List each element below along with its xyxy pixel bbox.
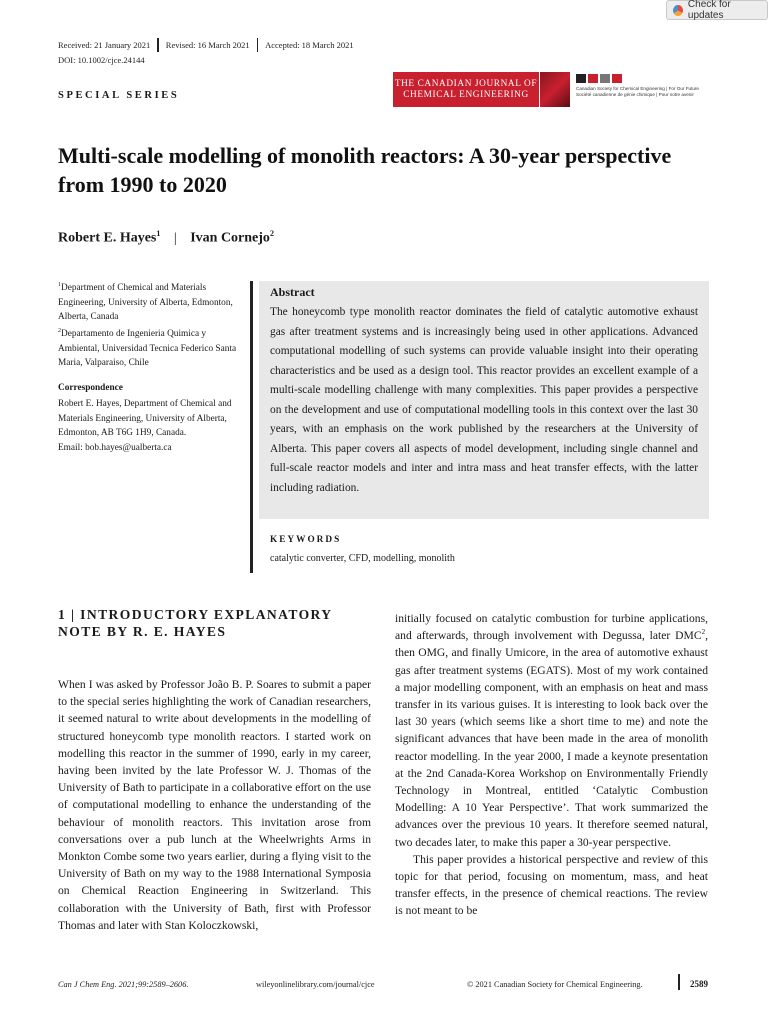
doi-link[interactable]: DOI: 10.1002/cjce.24144 — [58, 55, 145, 65]
abstract-heading: Abstract — [270, 285, 315, 299]
csce-logo-block — [588, 74, 598, 83]
author-separator: | — [173, 230, 177, 246]
affiliation-text: Departamento de Ingenieria Quimica y Ambiental, Universidad Tecnica Federico Santa Maria, Valparaiso, Chile — [58, 329, 237, 369]
special-series-label: SPECIAL SERIES — [58, 90, 180, 101]
body-paragraph: This paper provides a historical perspective and review of this topic for that period, focusing on momentum, mass, and heat transfer effects, in the presence of chemical reactions. The review is not meant to be — [395, 852, 708, 918]
author-list — [58, 229, 274, 247]
keywords-heading: KEYWORDS — [270, 535, 342, 545]
check-for-updates-button[interactable] — [666, 0, 768, 20]
csce-logo-block — [612, 74, 622, 83]
journal-banner — [393, 72, 539, 107]
csce-logo-block — [600, 74, 610, 83]
affiliation-1 — [58, 278, 244, 325]
revised-date: Revised: 16 March 2021 — [165, 40, 250, 50]
csce-tagline-fr: Société canadienne de génie chimique | Pour notre avenir — [576, 92, 694, 97]
article-dates — [58, 38, 354, 52]
footer-url[interactable]: wileyonlinelibrary.com/journal/cjce — [256, 980, 375, 989]
body-text: , then OMG, and finally Umicore, in the area of automotive exhaust gas after treatment systems (EGATS). Most of my work contained a major modelling component, with an emphasis on heat and mass transfer in its various guises. It is interesting to look back over the last 30 years (which seems like a short time to me) and note the significant advances that have been made in the area of monolith reactor modelling. In the year 2000, I made a keynote presentation at the 2nd Canada-Korea Workshop on Environmentally Friendly Technology in Montreal, entitled ‘Catalytic Combustion Modelling: A 10 Year Perspective’. That work summarized the advances over the previous 10 years. It therefore seemed natural, two decades later, to make this paper a 30-year perspective. — [395, 629, 708, 849]
date-separator — [257, 38, 259, 52]
body-paragraph — [395, 610, 708, 851]
article-title: Multi-scale modelling of monolith reactors: A 30-year perspective from 1990 to 2020 — [58, 143, 672, 197]
body-column-right — [395, 610, 708, 920]
correspondence-heading: Correspondence — [58, 383, 123, 393]
correspondence-block — [58, 397, 244, 455]
affiliation-number: 2 — [58, 328, 61, 334]
author-name[interactable]: Robert E. Hayes — [58, 230, 157, 246]
journal-cover-logo — [540, 72, 570, 107]
abstract-divider — [250, 281, 253, 573]
body-paragraph: When I was asked by Professor João B. P. Soares to submit a paper to the special series highlighting the work of Canadian researchers, it seemed natural to write about developments in the modelling of structured honeycomb type monolith reactors. I started work on modelling this reactor in the summer of 1990, early in my career, having been invited by the late Professor W. J. Thomas of the University of Bath to participate in a collaborative effort on the use of computational modelling to enhance the understanding of the behaviour of monolith reactors. This invitation arose from conversations over a pub lunch at the Wheelwrights Arms in Monkton Combe some two years earlier, during a flying visit to the University of Bath on my way to the 1988 International Symposia on Chemical Reaction Engineering in Switzerland. This collaboration with the University of Bath, first with Professor Thomas and later with Stan Koloczkowski, — [58, 678, 371, 932]
affiliation-2 — [58, 324, 244, 371]
affiliation-text: Department of Chemical and Materials Engineering, University of Alberta, Edmonton, Alberta, Canada — [58, 283, 233, 323]
keywords-list: catalytic converter, CFD, modelling, monolith — [270, 553, 455, 564]
affiliation-marker: 2 — [269, 229, 274, 238]
crossmark-icon — [673, 5, 683, 16]
accepted-date: Accepted: 18 March 2021 — [265, 40, 354, 50]
csce-tagline-en: Canadian Society for Chemical Engineering | For Our Future — [576, 86, 699, 91]
csce-logo-block — [576, 74, 586, 83]
abstract-text: The honeycomb type monolith reactor dominates the field of catalytic automotive exhaust gas after treatment systems and is increasingly being used in other applications. Advanced computational modelling of such systems can provide valuable insight into their operating characteristics and be used as a design tool. This reactor provides an excellent example of a multi-scale modelling challenge with many complexities. This paper provides a perspective on the development and use of computational modelling tools in this context over the last 30 years, with an emphasis on the work published by the researchers at the University of Alberta. This paper covers all aspects of model development, including single channel and full-scale reactor models and inter and intra mass and heat transfer effects, with the latter including radiation. — [270, 306, 698, 494]
correspondence-text: Robert E. Hayes, Department of Chemical and Materials Engineering, University of Alberta, Edmonton, AB T6G 1H9, Canada. — [58, 399, 232, 439]
csce-logo — [576, 74, 622, 83]
body-column-left — [58, 676, 371, 934]
page-number: 2589 — [690, 979, 708, 989]
affiliation-number: 1 — [58, 282, 61, 288]
journal-name-line2: CHEMICAL ENGINEERING — [403, 89, 529, 100]
body-text: initially focused on catalytic combustion for turbine applications, and afterwards, through involvement with Degussa, later DMC — [395, 612, 708, 643]
date-separator — [157, 38, 159, 52]
csce-tagline — [576, 86, 699, 98]
section-heading: 1 | INTRODUCTORY EXPLANATORY NOTE BY R. E. HAYES — [58, 607, 332, 639]
correspondence-email[interactable]: Email: bob.hayes@ualberta.ca — [58, 442, 172, 453]
journal-name-line1: THE CANADIAN JOURNAL OF — [394, 78, 538, 89]
author-name[interactable]: Ivan Cornejo — [190, 230, 270, 246]
footnote-marker[interactable]: 2 — [701, 628, 706, 637]
abstract-box — [259, 281, 709, 519]
affiliation-marker: 1 — [156, 229, 161, 238]
received-date: Received: 21 January 2021 — [58, 40, 151, 50]
footer-divider — [678, 974, 680, 990]
footer-citation: Can J Chem Eng. 2021;99:2589–2606. — [58, 980, 189, 989]
footer-copyright: © 2021 Canadian Society for Chemical Engineering. — [467, 980, 643, 989]
check-for-updates-label: Check for updates — [687, 0, 731, 21]
